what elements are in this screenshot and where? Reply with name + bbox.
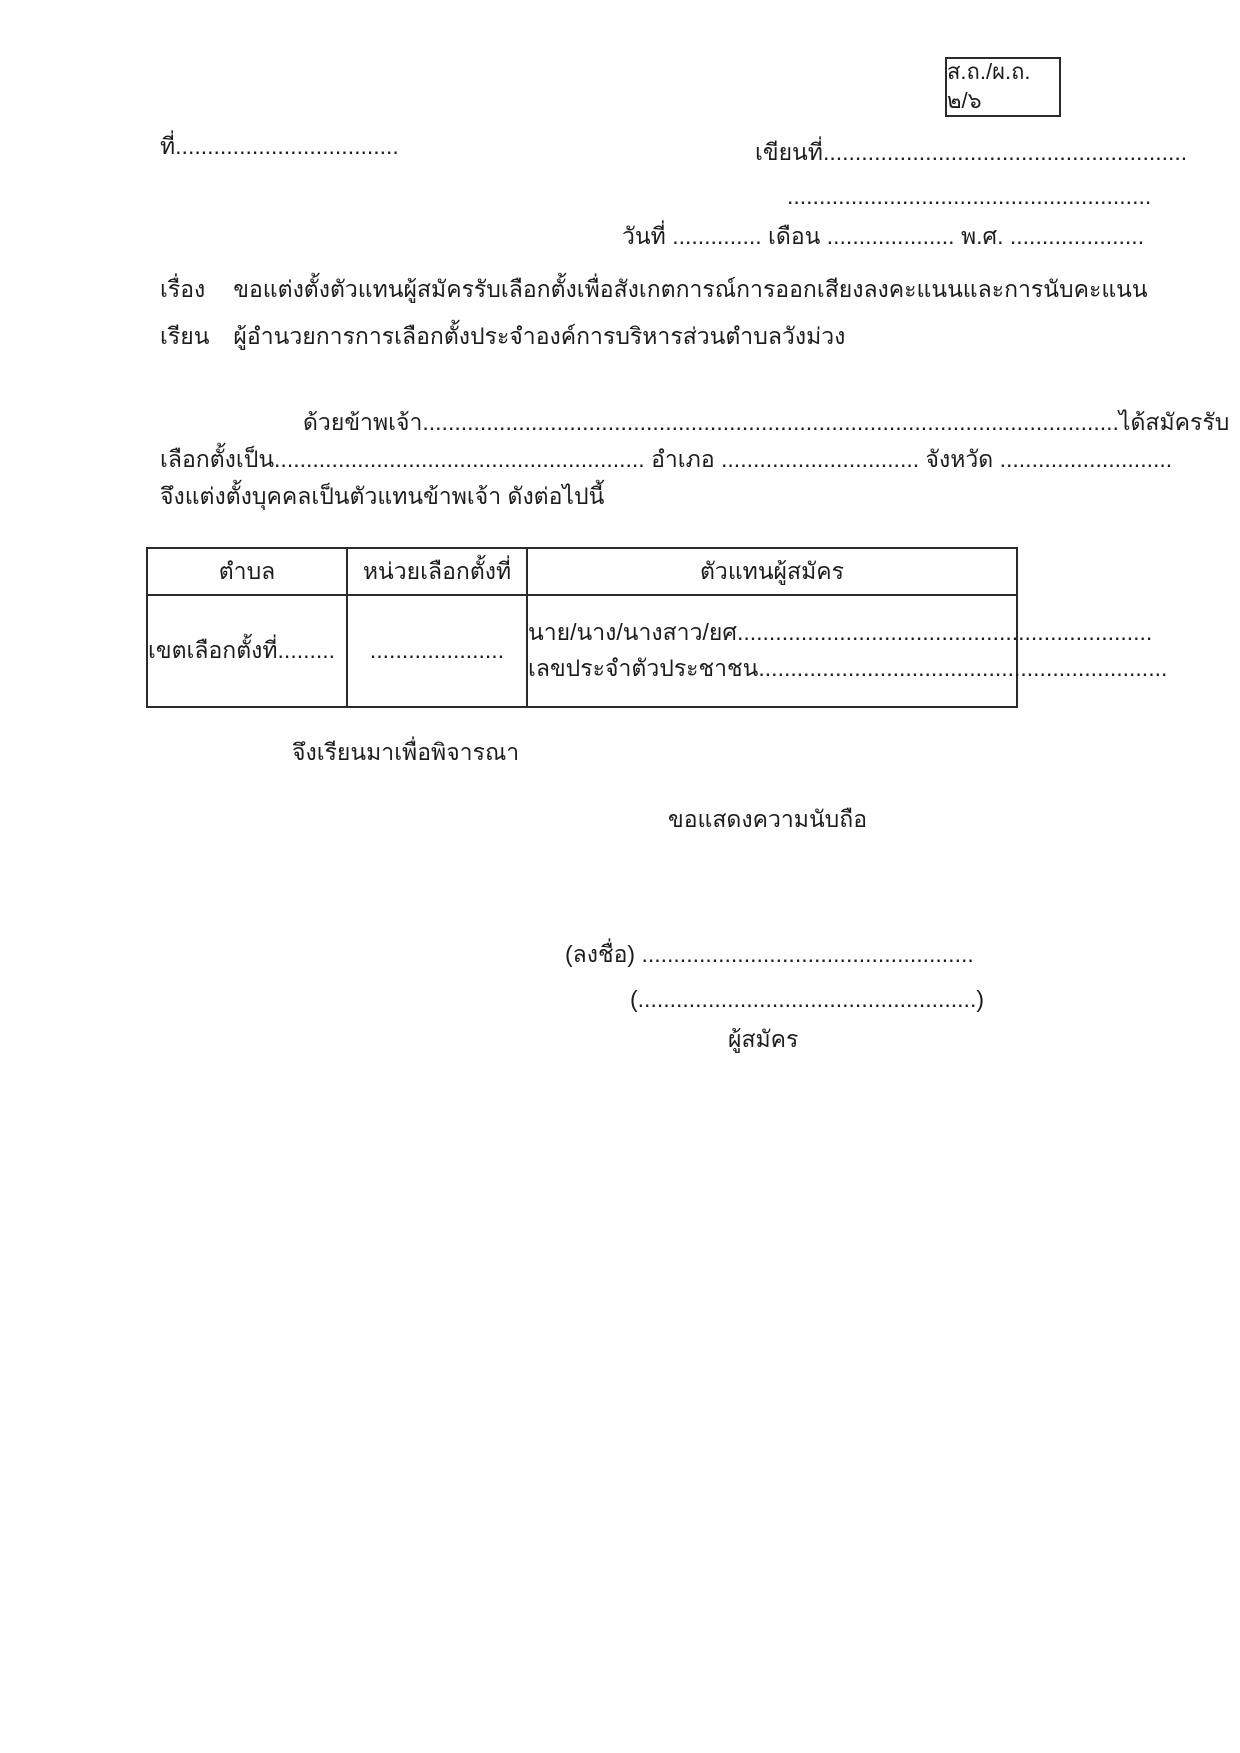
body-line-1: ด้วยข้าพเจ้า.............................................................................................................ได้สมัครรับ	[303, 409, 1230, 435]
col-header-representative: ตัวแทนผู้สมัคร	[527, 548, 1017, 595]
written-at-line2: .........................................................	[787, 183, 1152, 209]
col-header-polling-unit: หน่วยเลือกตั้งที่	[347, 548, 527, 595]
ref-number-line: ที่...................................	[160, 133, 399, 159]
to-line	[160, 322, 845, 352]
to-text: ผู้อำนวยการการเลือกตั้งประจำองค์การบริหารส่วนตำบลวังม่วง	[233, 323, 846, 349]
form-code-box	[945, 57, 1061, 117]
subject-text: ขอแต่งตั้งตัวแทนผู้สมัครรับเลือกตั้งเพื่อสังเกตการณ์การออกเสียงลงคะแนนและการนับคะแนน	[233, 276, 1148, 302]
signature-name-line: (.....................................................)	[630, 986, 984, 1012]
representative-id-line: เลขประจำตัวประชาชน................................................................	[528, 655, 1168, 681]
body-line-3: จึงแต่งตั้งบุคคลเป็นตัวแทนข้าพเจ้า ดังต่อไปนี้	[160, 483, 605, 509]
signature-role: ผู้สมัคร	[728, 1026, 799, 1052]
representative-name-line: นาย/นาง/นางสาว/ยศ.................................................................	[528, 619, 1153, 646]
cell-representative	[527, 595, 1168, 707]
form-code: ส.ถ./ผ.ถ. ๒/๖	[947, 59, 1031, 113]
subject-line	[160, 275, 1148, 305]
signature-line: (ลงชื่อ) ....................................................	[565, 941, 974, 967]
body-line-2: เลือกตั้งเป็น.......................................................... อำเภอ ............................... จังหวัด ...........................	[160, 446, 1173, 472]
representatives-table	[146, 547, 1168, 708]
cell-electoral-district: เขตเลือกตั้งที่.........	[147, 595, 347, 707]
respect-line: ขอแสดงความนับถือ	[668, 806, 868, 832]
table-header-row	[147, 548, 1017, 595]
to-label: เรียน	[160, 323, 210, 349]
date-line: วันที่ .............. เดือน .................... พ.ศ. .....................	[622, 223, 1145, 249]
col-header-tambon: ตำบล	[147, 548, 347, 595]
written-at-line: เขียนที่.........................................................	[755, 139, 1188, 165]
subject-label: เรื่อง	[160, 276, 206, 302]
cell-polling-unit: .....................	[347, 595, 527, 707]
closing-line: จึงเรียนมาเพื่อพิจารณา	[292, 739, 520, 765]
table-row	[147, 595, 1017, 707]
